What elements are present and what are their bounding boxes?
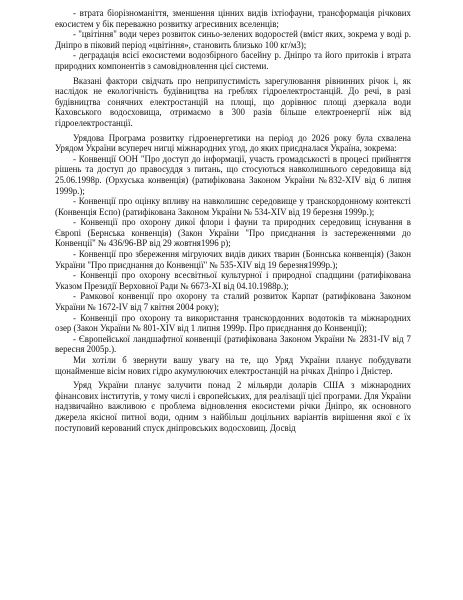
- paragraph-financing: Уряд України планує залучити понад 2 мільярди доларів США з міжнародних фінансових інститутів, у тому числі і європейських, для реалізації цієї програми. Для України надзвичайно важливою є проблема відновлення екосистеми річки Дніпро, як основного джерела якісної питної води, одним з найбільш доцільних варіантів вирішення якої є їх поступовий керований спуск дніпровських водосховищ. Досвід: [55, 380, 411, 433]
- paragraph-watercourses-convention: - Конвенції про охорону та використання транскордонних водотоків та міжнародних озер (Закон України № 801-XIV від 1 липня 1999р. Про приєднання до Конвенції);: [55, 312, 411, 334]
- paragraph-aarhus-convention: - Конвенції ООН "Про доступ до інформації, участь громадськості в процесі прийняття рішень та доступ до правосуддя з питань, що стосуються навколишнього середовища від 25.06.1998р. (Орхуська конвенція) (ратифікована Законом України №832-XIV від 6 липня 1999р.);: [55, 153, 411, 196]
- paragraph-bern-convention: - Конвенції про охорону дикої флори і фауни та природних середовищ існування в Європі (Бернська конвенція) (Закон України "Про приєднання із застереженнями до Конвенції" № 436/96-ВР від 29 жовтня1996 р);: [55, 217, 411, 249]
- paragraph-carpathian-convention: - Рамкової конвенції про охорону та сталий розвиток Карпат (ратифікована Законом України № 1672-IV від 7 квітня 2004 року);: [55, 291, 411, 313]
- paragraph-ecosystem-degradation: - деградація всієї екосистеми водозбірного басейну р. Дніпро та його притоків і втрата природних компонентів з самовідновлення цієї системи.: [55, 50, 411, 71]
- paragraph-heritage-convention: - Конвенції про охорону всесвітньої культурної і природної спадщини (ратифікована Указом Президії Верховної Ради № 6673-XI від 04.10.1988р.);: [55, 270, 411, 291]
- paragraph-bonn-convention: - Конвенції про збереження мігруючих видів диких тварин (Боннська конвенція) (Закон України "Про приєднання до Конвенції" № 535-XIV від 19 березня1999р.);: [55, 249, 411, 270]
- paragraph-factors: Вказані фактори свідчать про неприпустимість зарегулювання рівнинних річок і, як наслідок не екологічність будівництва на греблях гідроелектростанцій. До речі, в разі будівництва сонячних електростанцій на площі, що дорівнює площі дзеркала води Каховського водосховища, отримаємо в 300 разів більше електроенергії ніж від гідроелектростанції.: [55, 75, 411, 128]
- paragraph-pumped-storage-plans: Ми хотіли б звернути вашу увагу на те, що Уряд України планує побудувати щонайменше вісім нових гідро акумулюючих електростанцій на річках Дніпро і Дністер.: [55, 355, 411, 376]
- paragraph-water-bloom: - "цвітіння" води через розвиток синьо-зелених водоростей (вміст яких, зокрема у воді р. Дніпро в піковий період «цвітіння», становить близько 100 кг/м3);: [55, 29, 411, 50]
- paragraph-biodiversity-loss: - втрата біорізноманіття, зменшення цінних видів іхтіофауни, трансформація річкових екосистем у бік переважно розвитку агресивних вселенців;: [55, 8, 411, 29]
- paragraph-espoo-convention: - Конвенції про оцінку впливу на навколишнє середовище у транскордонному контексті (Конвенція Еспо) (ратифікована Законом України № 534-XIV від 19 березня 1999р.);: [55, 196, 411, 217]
- paragraph-program-approval: Урядова Програма розвитку гідроенергетики на період до 2026 року була схвалена Урядом України всупереч нигці міжнародних угод, до яких приєдналася Україна, зокрема:: [55, 132, 411, 154]
- paragraph-landscape-convention: - Європейської ландшафтної конвенції (ратифікована Законом України № 2831-IV від 7 вересня 2005р.).: [55, 333, 411, 355]
